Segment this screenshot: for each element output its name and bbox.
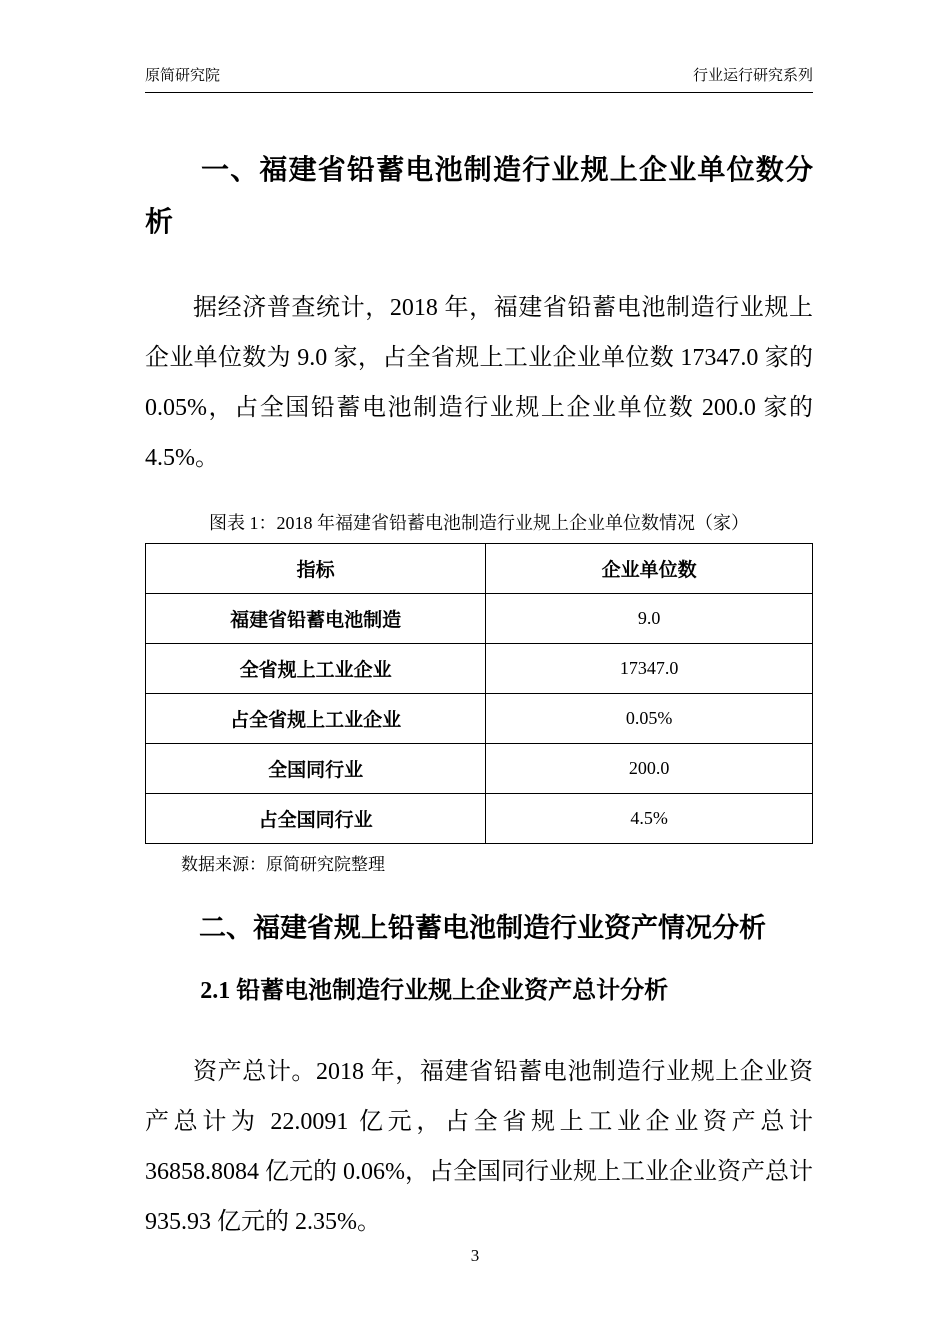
table-cell-indicator: 福建省铅蓄电池制造 (146, 594, 486, 644)
section1-paragraph: 据经济普查统计，2018 年，福建省铅蓄电池制造行业规上企业单位数为 9.0 家，占全省规上工业企业单位数 17347.0 家的 0.05%，占全国铅蓄电池制造行业规上企业单位数 200.0 家的 4.5%。 (145, 295, 813, 471)
table-header-row (146, 544, 813, 594)
section2-subsection-title: 2.1 铅蓄电池制造行业规上企业资产总计分析 (200, 978, 669, 1004)
table-cell-value: 17347.0 (486, 644, 813, 694)
table-row (146, 744, 813, 794)
header-left-text: 原简研究院 (145, 68, 221, 84)
table-row (146, 694, 813, 744)
header-right-text: 行业运行研究系列 (692, 68, 813, 84)
section1-title: 一、福建省铅蓄电池制造行业规上企业单位数分析 (145, 155, 813, 238)
units-table (145, 543, 813, 844)
page-number: 3 (470, 1246, 480, 1265)
page-header (145, 64, 813, 93)
table-row (146, 794, 813, 844)
table-row (146, 644, 813, 694)
table-caption: 图表 1：2018 年福建省铅蓄电池制造行业规上企业单位数情况（家） (209, 513, 749, 533)
table-header-indicator: 指标 (146, 544, 486, 594)
section2-paragraph: 资产总计。2018 年，福建省铅蓄电池制造行业规上企业资产总计为 22.0091 亿元，占全省规上工业企业资产总计 36858.8084 亿元的 0.06%，占全国同行业规上工业企业资产总计 935.93 亿元的 2.35%。 (145, 1059, 813, 1235)
table-cell-value: 4.5% (486, 794, 813, 844)
page-content (145, 0, 813, 1247)
section2-title: 二、福建省规上铅蓄电池制造行业资产情况分析 (199, 913, 766, 943)
table-cell-indicator: 占全省规上工业企业 (146, 694, 486, 744)
table-cell-indicator: 全省规上工业企业 (146, 644, 486, 694)
data-source-note: 数据来源：原简研究院整理 (181, 855, 385, 874)
table-cell-indicator: 全国同行业 (146, 744, 486, 794)
table-row (146, 594, 813, 644)
table-header-value: 企业单位数 (486, 544, 813, 594)
table-cell-value: 0.05% (486, 694, 813, 744)
table-cell-value: 9.0 (486, 594, 813, 644)
table-cell-value: 200.0 (486, 744, 813, 794)
table-cell-indicator: 占全国同行业 (146, 794, 486, 844)
